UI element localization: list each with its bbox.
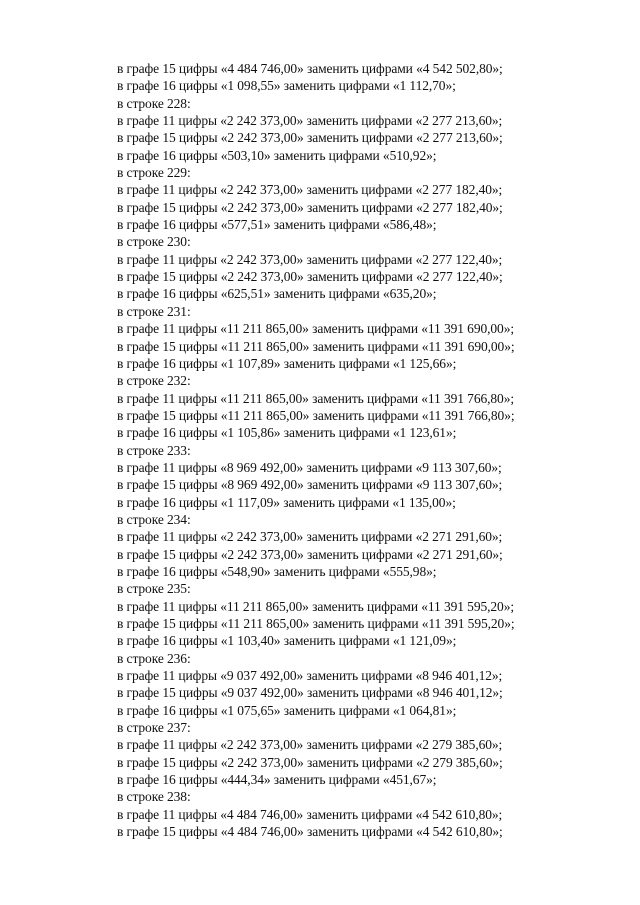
amendment-line: в графе 15 цифры «2 242 373,00» заменить цифрами «2 277 122,40»;	[117, 269, 503, 285]
amendment-line: в графе 11 цифры «2 242 373,00» заменить цифрами «2 277 122,40»;	[117, 251, 503, 267]
row-heading-line: в строке 237:	[117, 720, 191, 736]
row-heading-line: в строке 232:	[117, 373, 191, 389]
amendment-line: в графе 15 цифры «2 242 373,00» заменить цифрами «2 271 291,60»;	[117, 546, 503, 562]
document-body	[117, 60, 597, 840]
amendment-line: в графе 15 цифры «9 037 492,00» заменить цифрами «8 946 401,12»;	[117, 685, 503, 701]
amendment-line: в графе 16 цифры «1 105,86» заменить цифрами «1 123,61»;	[117, 425, 457, 441]
row-heading-line: в строке 235:	[117, 581, 191, 597]
amendment-line: в графе 15 цифры «4 484 746,00» заменить цифрами «4 542 502,80»;	[117, 61, 503, 76]
amendment-line: в графе 16 цифры «548,90» заменить цифрами «555,98»;	[117, 563, 437, 579]
amendment-line: в графе 16 цифры «625,51» заменить цифрами «635,20»;	[117, 286, 437, 302]
amendment-line: в графе 15 цифры «11 211 865,00» заменить цифрами «11 391 690,00»;	[117, 338, 515, 354]
amendment-line: в графе 11 цифры «2 242 373,00» заменить цифрами «2 279 385,60»;	[117, 737, 503, 753]
amendment-line: в графе 16 цифры «1 075,65» заменить цифрами «1 064,81»;	[117, 702, 457, 718]
amendment-line: в графе 15 цифры «11 211 865,00» заменить цифрами «11 391 766,80»;	[117, 407, 515, 423]
amendment-line: в графе 11 цифры «2 242 373,00» заменить цифрами «2 271 291,60»;	[117, 529, 503, 545]
amendment-line: в графе 11 цифры «9 037 492,00» заменить цифрами «8 946 401,12»;	[117, 668, 503, 684]
row-heading-line: в строке 234:	[117, 511, 191, 527]
amendment-line: в графе 11 цифры «2 242 373,00» заменить цифрами «2 277 182,40»;	[117, 182, 503, 198]
amendment-line: в графе 11 цифры «4 484 746,00» заменить цифрами «4 542 610,80»;	[117, 806, 503, 822]
amendment-line: в графе 16 цифры «1 107,89» заменить цифрами «1 125,66»;	[117, 355, 457, 371]
amendment-line: в графе 11 цифры «11 211 865,00» заменить цифрами «11 391 595,20»;	[117, 598, 515, 614]
amendment-line: в графе 15 цифры «2 242 373,00» заменить цифрами «2 279 385,60»;	[117, 754, 503, 770]
row-heading-line: в строке 236:	[117, 650, 191, 666]
row-heading-line: в строке 230:	[117, 234, 191, 250]
amendment-line: в графе 16 цифры «1 103,40» заменить цифрами «1 121,09»;	[117, 633, 457, 649]
amendment-line: в графе 15 цифры «4 484 746,00» заменить цифрами «4 542 610,80»;	[117, 824, 503, 840]
amendment-line: в графе 16 цифры «503,10» заменить цифрами «510,92»;	[117, 147, 437, 163]
row-heading-line: в строке 228:	[117, 95, 191, 111]
amendment-line: в графе 11 цифры «8 969 492,00» заменить цифрами «9 113 307,60»;	[117, 459, 502, 475]
amendment-line: в графе 15 цифры «8 969 492,00» заменить цифрами «9 113 307,60»;	[117, 477, 503, 493]
amendment-line: в графе 15 цифры «11 211 865,00» заменить цифрами «11 391 595,20»;	[117, 616, 515, 631]
amendment-line: в графе 16 цифры «1 098,55» заменить цифрами «1 112,70»;	[117, 78, 456, 94]
amendment-line: в графе 15 цифры «2 242 373,00» заменить цифрами «2 277 213,60»;	[117, 130, 503, 146]
amendment-line: в графе 11 цифры «2 242 373,00» заменить цифрами «2 277 213,60»;	[117, 113, 503, 129]
row-heading-line: в строке 238:	[117, 789, 191, 805]
amendment-line: в графе 11 цифры «11 211 865,00» заменить цифрами «11 391 690,00»;	[117, 321, 515, 337]
amendment-line: в графе 11 цифры «11 211 865,00» заменить цифрами «11 391 766,80»;	[117, 390, 515, 406]
amendment-line: в графе 16 цифры «577,51» заменить цифрами «586,48»;	[117, 217, 437, 233]
amendment-line: в графе 16 цифры «444,34» заменить цифрами «451,67»;	[117, 772, 437, 788]
row-heading-line: в строке 231:	[117, 303, 191, 319]
row-heading-line: в строке 233:	[117, 442, 191, 458]
amendment-line: в графе 15 цифры «2 242 373,00» заменить цифрами «2 277 182,40»;	[117, 199, 503, 215]
row-heading-line: в строке 229:	[117, 165, 191, 181]
amendment-line: в графе 16 цифры «1 117,09» заменить цифрами «1 135,00»;	[117, 494, 456, 510]
